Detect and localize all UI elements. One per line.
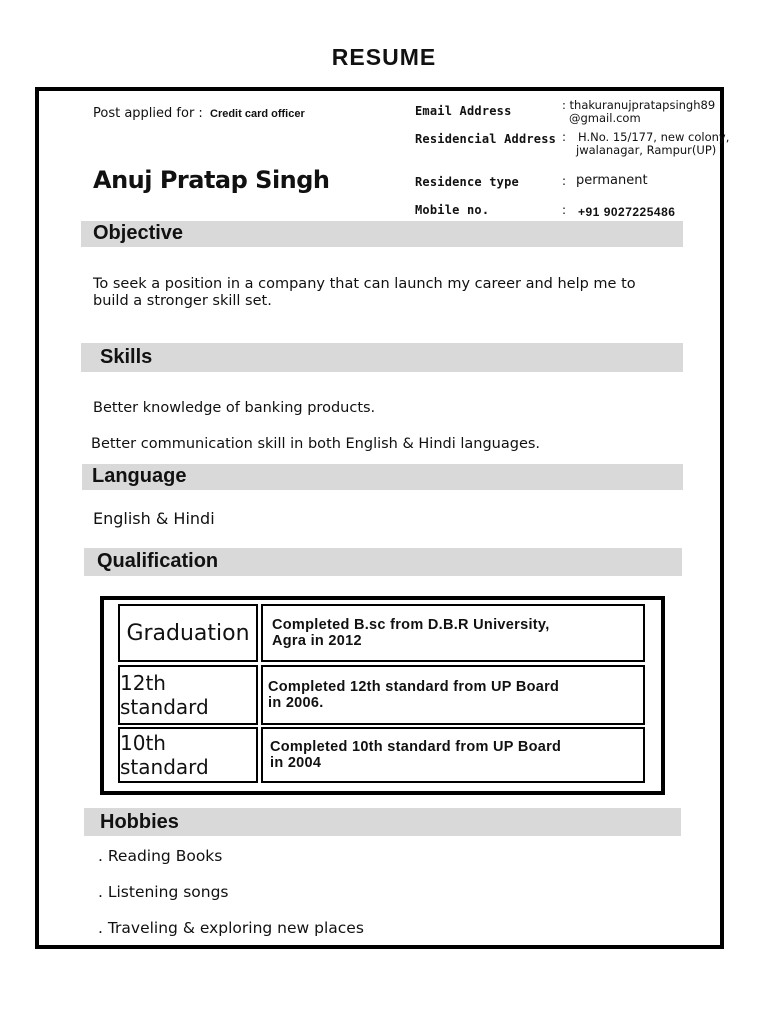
qualification-table <box>100 596 665 795</box>
skills-heading-bar <box>81 343 683 372</box>
mobile-label: Mobile no. <box>415 203 490 217</box>
skills-heading: Skills <box>100 346 153 368</box>
objective-heading-bar <box>81 221 683 247</box>
language-heading-bar <box>82 464 683 490</box>
skills-item-1: Better knowledge of banking products. <box>93 400 376 416</box>
hobby-item: . Traveling & exploring new places <box>98 919 364 937</box>
qualification-detail-line2: in 2006. <box>268 695 324 711</box>
residence-type-colon: : <box>562 174 567 188</box>
language-heading: Language <box>92 465 187 487</box>
objective-line2: build a stronger skill set. <box>93 293 272 309</box>
qualification-level: 10th standard <box>118 727 258 783</box>
qualification-detail-line1: Completed 12th standard from UP Board <box>268 679 560 695</box>
qualification-detail-line1: Completed B.sc from D.B.R University, <box>272 617 550 633</box>
qualification-detail-line1: Completed 10th standard from UP Board <box>270 739 562 755</box>
mobile-colon: : <box>562 203 567 217</box>
email-label: Email Address <box>415 104 512 118</box>
objective-heading: Objective <box>93 222 184 244</box>
qualification-level: 12th standard <box>118 665 258 725</box>
page-title: RESUME <box>331 44 437 70</box>
resume-frame <box>35 87 730 949</box>
candidate-name: Anuj Pratap Singh <box>93 166 330 194</box>
post-applied-label: Post applied for : <box>93 106 203 121</box>
address-label: Residencial Address <box>415 132 557 146</box>
qualification-row <box>118 604 645 662</box>
address-line1: H.No. 15/177, new colony, <box>578 130 730 144</box>
qualification-detail-line2: Agra in 2012 <box>272 633 362 649</box>
hobbies-heading: Hobbies <box>100 811 179 833</box>
qualification-row <box>118 665 645 725</box>
email-value-line1: : thakuranujpratapsingh89 <box>562 98 716 112</box>
qualification-level: Graduation <box>118 604 258 662</box>
qualification-detail <box>261 604 645 662</box>
skills-item-2: Better communication skill in both English & Hindi languages. <box>91 436 541 452</box>
qualification-heading-bar <box>84 548 682 576</box>
qualification-detail <box>261 727 645 783</box>
post-applied-value: Credit card officer <box>210 108 305 120</box>
mobile-value: +91 9027225486 <box>578 205 676 219</box>
qualification-heading: Qualification <box>97 550 219 572</box>
address-colon: : <box>562 130 567 144</box>
qualification-detail-line2: in 2004 <box>270 755 322 771</box>
hobbies-heading-bar <box>84 808 681 836</box>
hobby-item: . Reading Books <box>98 847 223 865</box>
hobby-item: . Listening songs <box>98 883 229 901</box>
address-line2: jwalanagar, Rampur(UP) <box>576 143 717 157</box>
objective-line1: To seek a position in a company that can launch my career and help me to <box>93 276 636 292</box>
qualification-detail <box>261 665 645 725</box>
language-value: English & Hindi <box>93 509 215 528</box>
email-value-line2: @gmail.com <box>569 111 641 125</box>
residence-type-label: Residence type <box>415 175 519 189</box>
residence-type-value: permanent <box>576 173 648 188</box>
qualification-row <box>118 727 645 783</box>
